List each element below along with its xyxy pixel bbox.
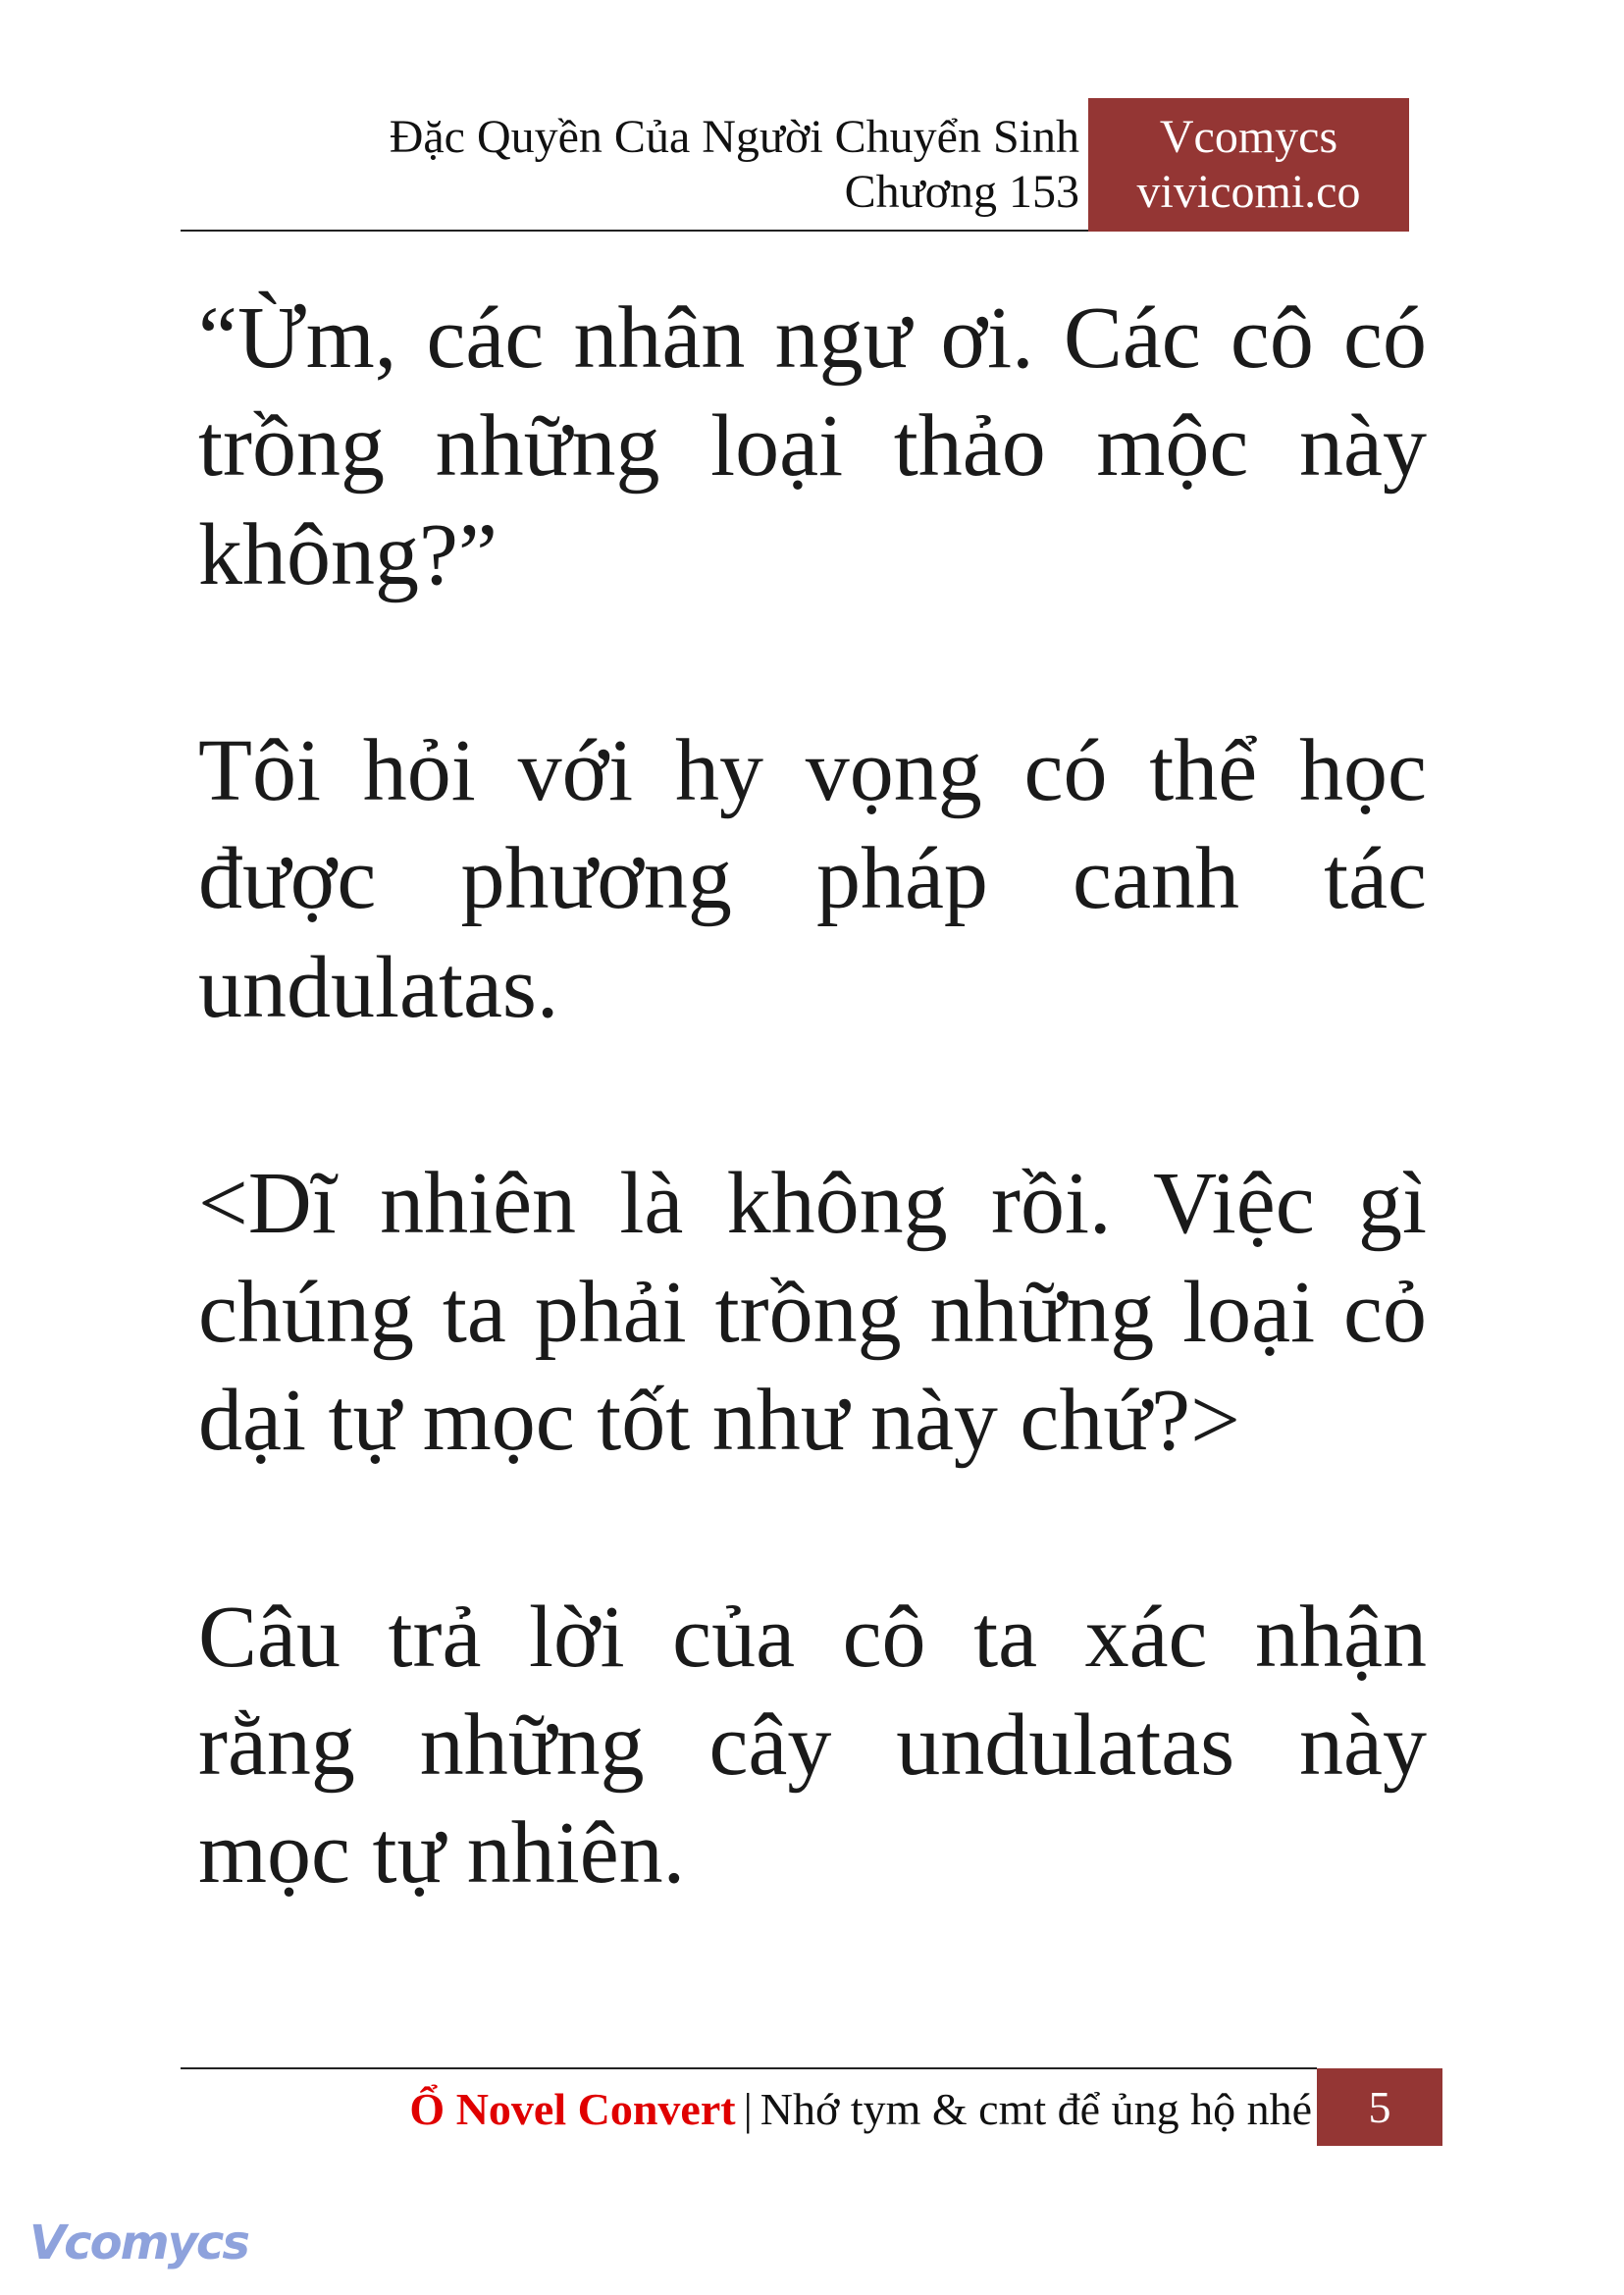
- paragraph: Tôi hỏi với hy vọng có thể học được phương pháp canh tác undulatas.: [198, 722, 1427, 1036]
- paragraph: “Ừm, các nhân ngư ơi. Các cô có trồng những loại thảo mộc này không?”: [198, 289, 1427, 603]
- logo-text: Vcomycs: [29, 2216, 248, 2270]
- chapter-label: Chương 153: [844, 166, 1079, 218]
- footer-divider: [181, 2067, 1317, 2069]
- header-divider: [181, 230, 1089, 232]
- paragraph: Câu trả lời của cô ta xác nhận rằng những cây undulatas này mọc tự nhiên.: [198, 1588, 1427, 1903]
- book-title: Đặc Quyền Của Người Chuyển Sinh: [389, 111, 1079, 163]
- site-url: vivicomi.co: [1136, 166, 1361, 218]
- footer-note: Nhớ tym & cmt để ủng hộ nhé: [760, 2084, 1312, 2134]
- page-footer: [409, 2084, 1312, 2135]
- site-name: Vcomycs: [1159, 111, 1338, 163]
- chapter-body: [198, 285, 1427, 1907]
- footer-brand: Ổ Novel Convert: [409, 2084, 736, 2134]
- site-badge: [1088, 98, 1409, 232]
- watermark-logo: [29, 2216, 248, 2274]
- footer-separator: |: [743, 2084, 753, 2134]
- paragraph: <Dĩ nhiên là không rồi. Việc gì chúng ta phải trồng những loại cỏ dại tự mọc tốt như này chứ?>: [198, 1155, 1427, 1469]
- page-header: [390, 110, 1079, 220]
- page-number: 5: [1317, 2068, 1442, 2146]
